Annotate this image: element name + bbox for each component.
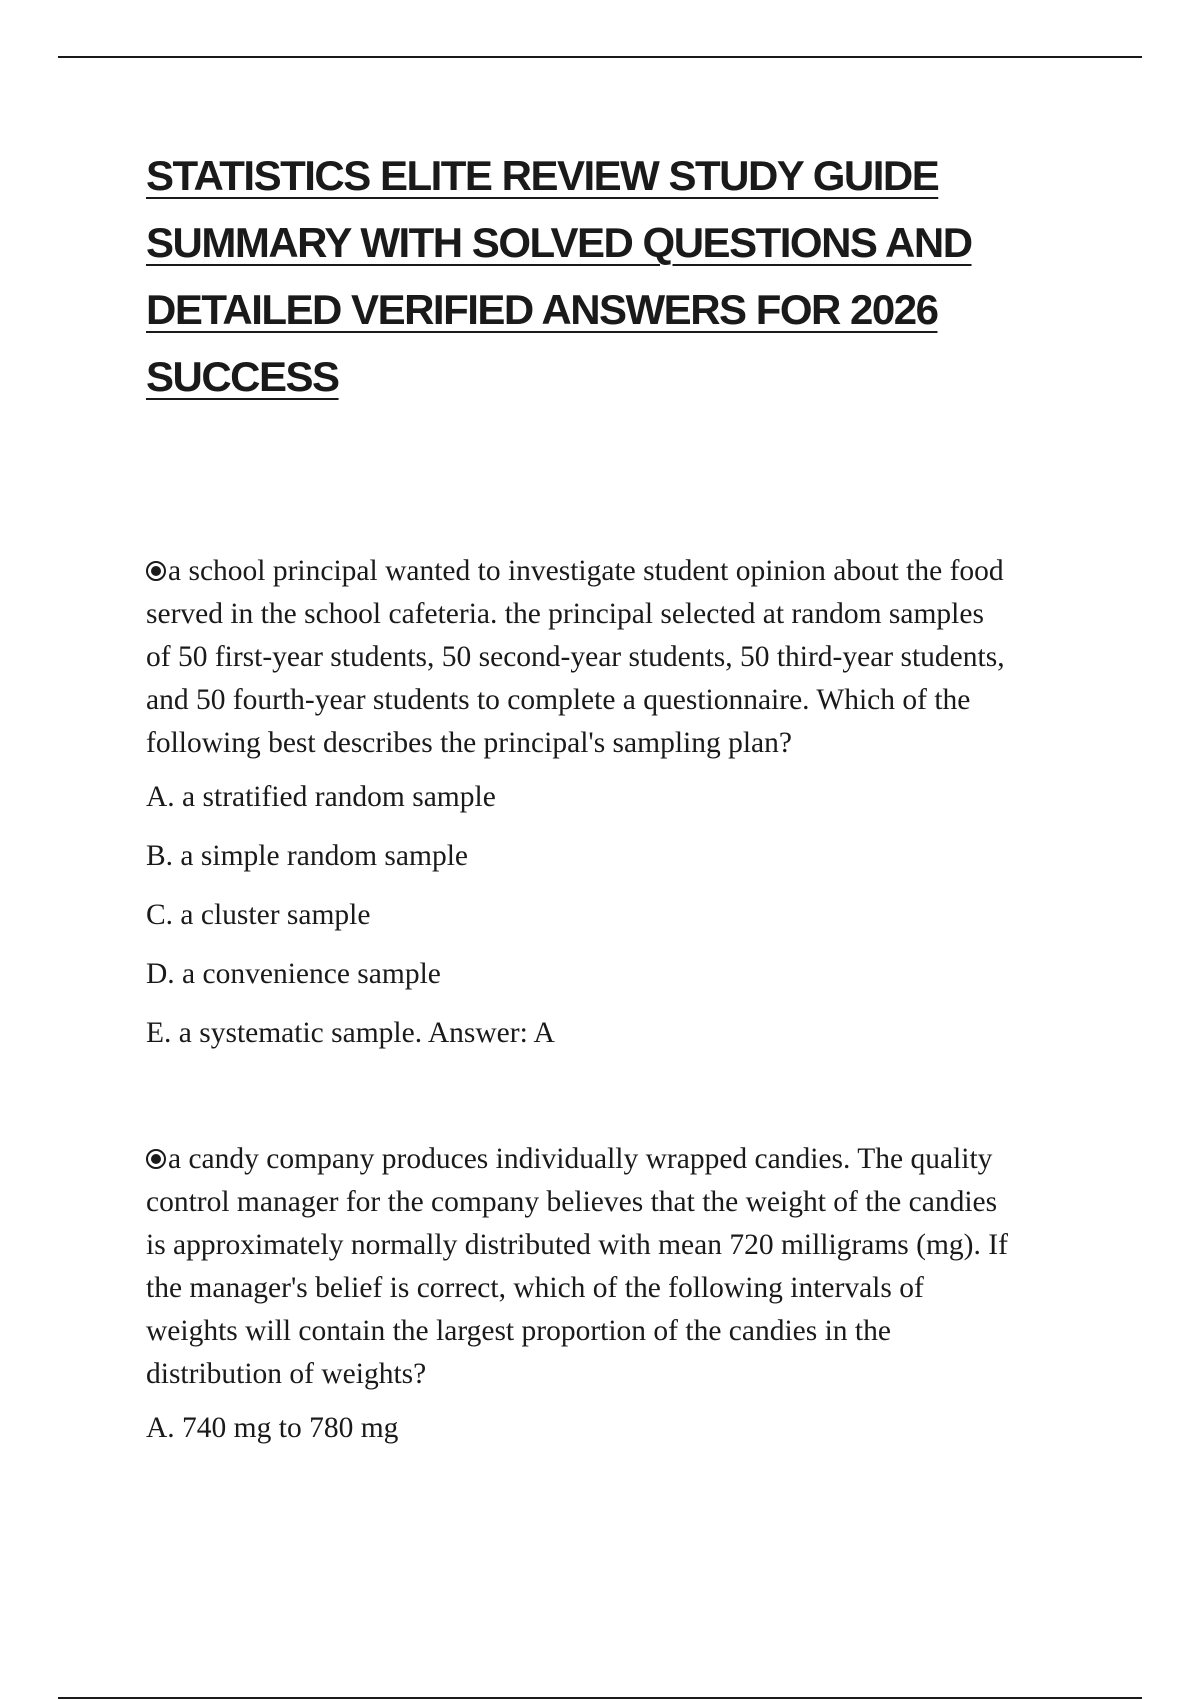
question-2-options — [146, 1408, 1096, 1448]
question-2-stem-line-1: a candy company produces individually wrapped candies. The quality — [168, 1143, 993, 1175]
option-c: C. a cluster sample — [146, 899, 371, 931]
question-2-stem-line-2: control manager for the company believes that the weight of the candies — [146, 1186, 998, 1218]
top-rule — [58, 56, 1142, 58]
question-1-stem-line-5: following best describes the principal's sampling plan? — [146, 727, 792, 759]
title-line-1: STATISTICS ELITE REVIEW STUDY GUIDE — [146, 152, 939, 199]
question-2-stem — [146, 1138, 1096, 1396]
option-d: D. a convenience sample — [146, 958, 441, 990]
question-1-stem-line-1: a school principal wanted to investigate student opinion about the food — [168, 555, 1004, 587]
title-line-4: SUCCESS — [146, 353, 339, 400]
radio-bullet-icon — [146, 561, 166, 581]
question-1-options — [146, 777, 1096, 1053]
question-1-stem — [146, 550, 1096, 765]
question-2 — [146, 1138, 1096, 1467]
question-1-stem-line-2: served in the school cafeteria. the principal selected at random samples — [146, 598, 984, 630]
option-e: E. a systematic sample. Answer: A — [146, 1017, 555, 1049]
title-line-2: SUMMARY WITH SOLVED QUESTIONS AND — [146, 219, 972, 266]
title-line-3: DETAILED VERIFIED ANSWERS FOR 2026 — [146, 286, 938, 333]
option-b: B. a simple random sample — [146, 840, 468, 872]
question-2-stem-line-3: is approximately normally distributed with mean 720 milligrams (mg). If — [146, 1229, 1008, 1261]
question-1 — [146, 550, 1096, 1072]
document-title — [146, 142, 1106, 410]
question-2-stem-line-4: the manager's belief is correct, which of the following intervals of — [146, 1272, 924, 1304]
option-a: A. a stratified random sample — [146, 781, 496, 813]
option-a: A. 740 mg to 780 mg — [146, 1412, 399, 1444]
question-1-stem-line-4: and 50 fourth-year students to complete a questionnaire. Which of the — [146, 684, 971, 716]
question-2-stem-line-6: distribution of weights? — [146, 1358, 427, 1390]
question-1-stem-line-3: of 50 first-year students, 50 second-year students, 50 third-year students, — [146, 641, 1005, 673]
radio-bullet-icon — [146, 1149, 166, 1169]
question-2-stem-line-5: weights will contain the largest proportion of the candies in the — [146, 1315, 891, 1347]
bottom-rule — [58, 1697, 1142, 1699]
